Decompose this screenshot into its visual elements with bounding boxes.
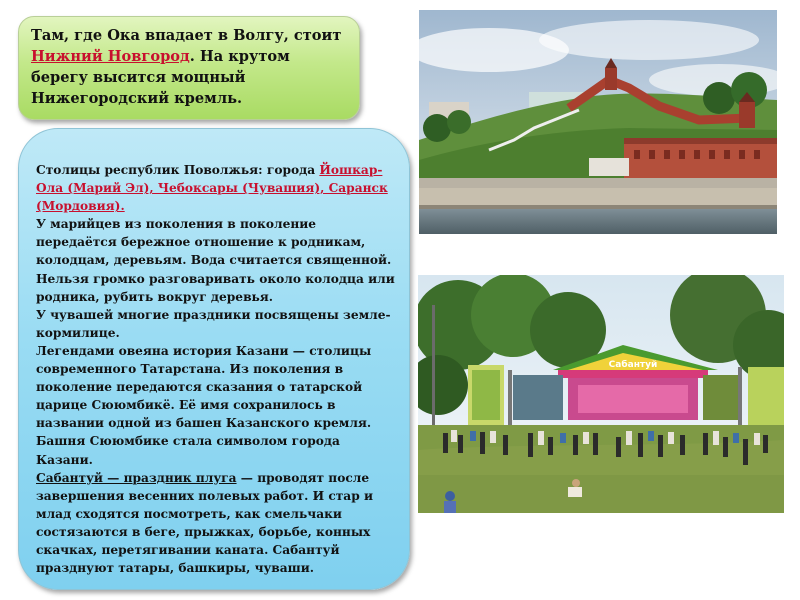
capitals-paragraph	[36, 161, 395, 215]
sabantuy-festival-photo	[418, 275, 784, 513]
sabantuy-link[interactable]: Сабантуй — праздник плуга	[36, 470, 237, 485]
intro-text-end: . На крутом берегу высится мощный Нижегородский кремль.	[31, 48, 290, 107]
sabantuy-paragraph	[36, 469, 395, 578]
festival-photo-icon	[418, 275, 784, 513]
sabantuy-text: — проводят после завершения весенних полевых работ. И стар и млад сходятся посмотреть, как смельчаки состязаются в беге, прыжках, борьбе, конных скачках, перетягивании каната. Сабантуй празднуют татары, башкиры, чуваши.	[36, 470, 374, 576]
capitals-prefix: Столицы республик Поволжья: города	[36, 163, 320, 177]
nizhny-novgorod-link[interactable]: Нижний Новгород	[31, 48, 190, 65]
main-textbox	[18, 128, 410, 590]
mari-paragraph: У марийцев из поколения в поколение передаётся бережное отношение к родникам, колодцам, деревьям. Вода считается священной. Нельзя громко разговаривать около колодца или родника, рубить вокруг деревья.	[36, 217, 395, 304]
kremlin-photo-icon	[419, 10, 777, 234]
kremlin-photo	[419, 10, 777, 234]
intro-text-start: Там, где Ока впадает в Волгу, стоит	[31, 27, 342, 44]
chuvash-paragraph: У чувашей многие праздники посвящены земле-кормилице.	[36, 307, 391, 340]
stage-banner-text: Сабантуй	[608, 360, 658, 370]
kazan-paragraph: Легендами овеяна история Казани — столицы современного Татарстана. Из поколения в поколение передаются сказания о татарской царице Сююмбикё. Её имя сохранилось в названии одной из башен Казанского кремля. Башня Сююмбике стала символом города Казани.	[36, 343, 372, 467]
intro-textbox	[18, 16, 360, 120]
capitals-link[interactable]: Йошкар-Ола (Марий Эл), Чебоксары (Чувашия), Саранск (Мордовия).	[36, 163, 388, 214]
